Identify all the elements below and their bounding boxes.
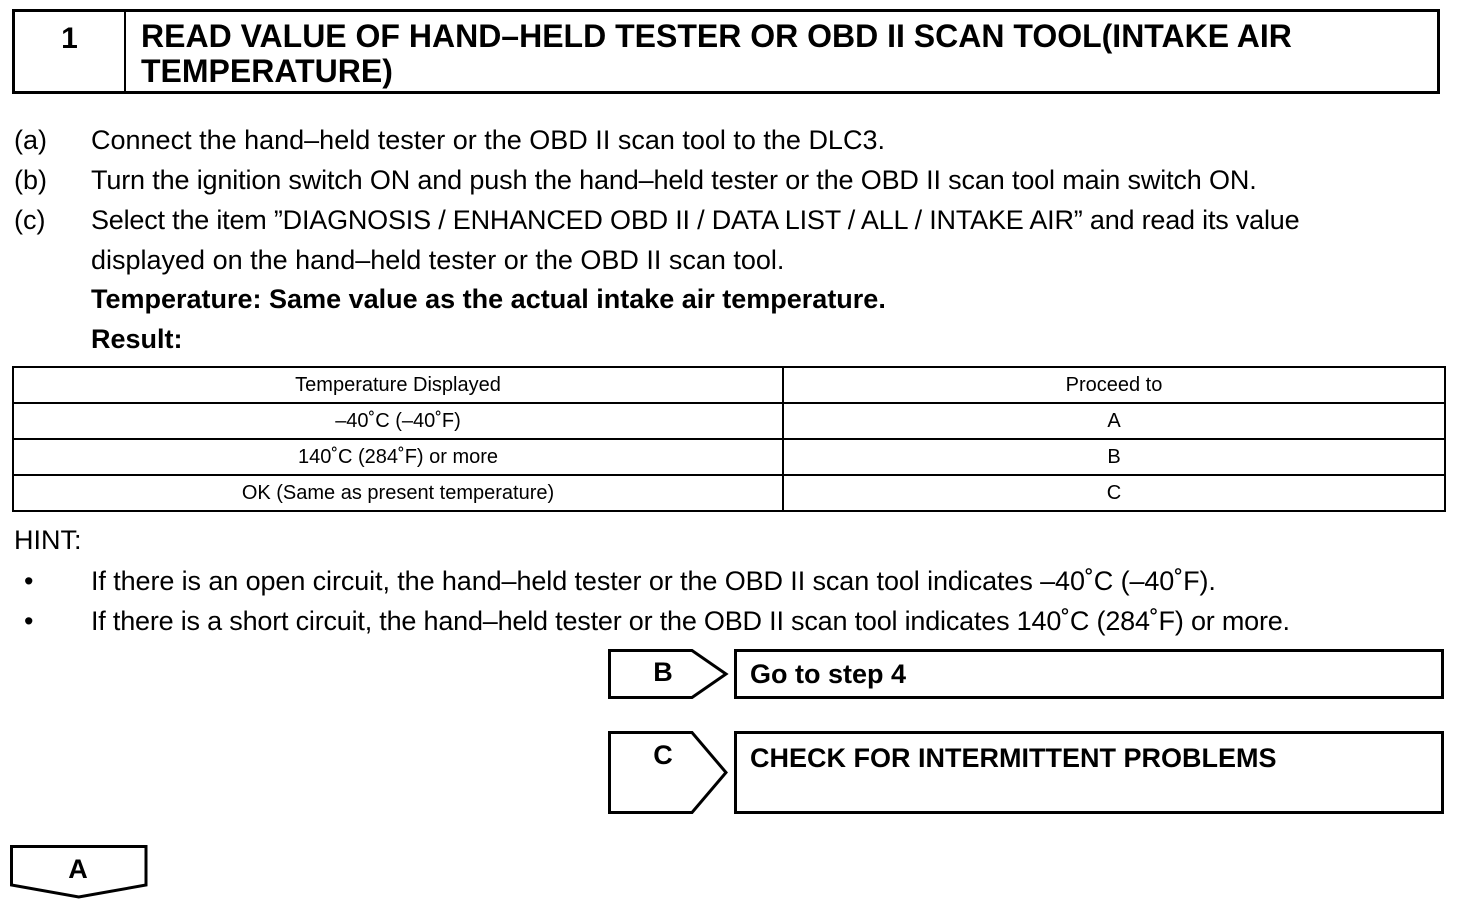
- hint-item-short-circuit: If there is a short circuit, the hand–held tester or the OBD II scan tool indicates 140˚C (284˚F) or more.: [91, 606, 1290, 636]
- branch-c-letter: C: [653, 740, 673, 770]
- table-row: [13, 439, 1445, 475]
- table-row: [13, 475, 1445, 511]
- branch-b-letter: B: [653, 657, 673, 687]
- instruction-c-label: (c): [14, 205, 46, 235]
- instruction-b-text: Turn the ignition switch ON and push the hand–held tester or the OBD II scan tool main switch ON.: [91, 165, 1257, 195]
- instruction-c-text-line1: Select the item ”DIAGNOSIS / ENHANCED OBD II / DATA LIST / ALL / INTAKE AIR” and read its value: [91, 205, 1300, 235]
- table-cell: 140˚C (284˚F) or more: [13, 439, 783, 475]
- result-table: [12, 366, 1446, 512]
- result-label: Result:: [91, 324, 183, 354]
- table-cell: OK (Same as present temperature): [13, 475, 783, 511]
- header-temperature-displayed: Temperature Displayed: [13, 367, 783, 403]
- branch-c-action: CHECK FOR INTERMITTENT PROBLEMS: [734, 731, 1444, 814]
- branch-b-tag: [608, 649, 730, 699]
- table-header-row: [13, 367, 1445, 403]
- bullet-icon: •: [24, 606, 34, 636]
- table-cell: –40˚C (–40˚F): [13, 403, 783, 439]
- table-cell: C: [783, 475, 1445, 511]
- instruction-a-text: Connect the hand–held tester or the OBD II scan tool to the DLC3.: [91, 125, 885, 155]
- hint-label: HINT:: [14, 525, 82, 555]
- branch-c-tag: [608, 731, 730, 814]
- header-proceed-to: Proceed to: [783, 367, 1445, 403]
- instruction-a-label: (a): [14, 125, 47, 155]
- table-row: [13, 403, 1445, 439]
- spec-text: Temperature: Same value as the actual intake air temperature.: [91, 284, 886, 314]
- branch-b-action: Go to step 4: [734, 649, 1444, 699]
- step-title: READ VALUE OF HAND–HELD TESTER OR OBD II SCAN TOOL(INTAKE AIR TEMPERATURE): [141, 18, 1292, 89]
- table-cell: A: [783, 403, 1445, 439]
- step-number: 1: [15, 12, 126, 91]
- instruction-b-label: (b): [14, 165, 47, 195]
- bullet-icon: •: [24, 566, 34, 596]
- branch-a-tag: [10, 845, 150, 900]
- instruction-c-text-line2: displayed on the hand–held tester or the OBD II scan tool.: [91, 245, 785, 275]
- hint-item-open-circuit: If there is an open circuit, the hand–held tester or the OBD II scan tool indicates –40˚C (–40˚F).: [91, 566, 1216, 596]
- table-cell: B: [783, 439, 1445, 475]
- branch-a-letter: A: [68, 854, 88, 884]
- step-header: [12, 9, 1440, 94]
